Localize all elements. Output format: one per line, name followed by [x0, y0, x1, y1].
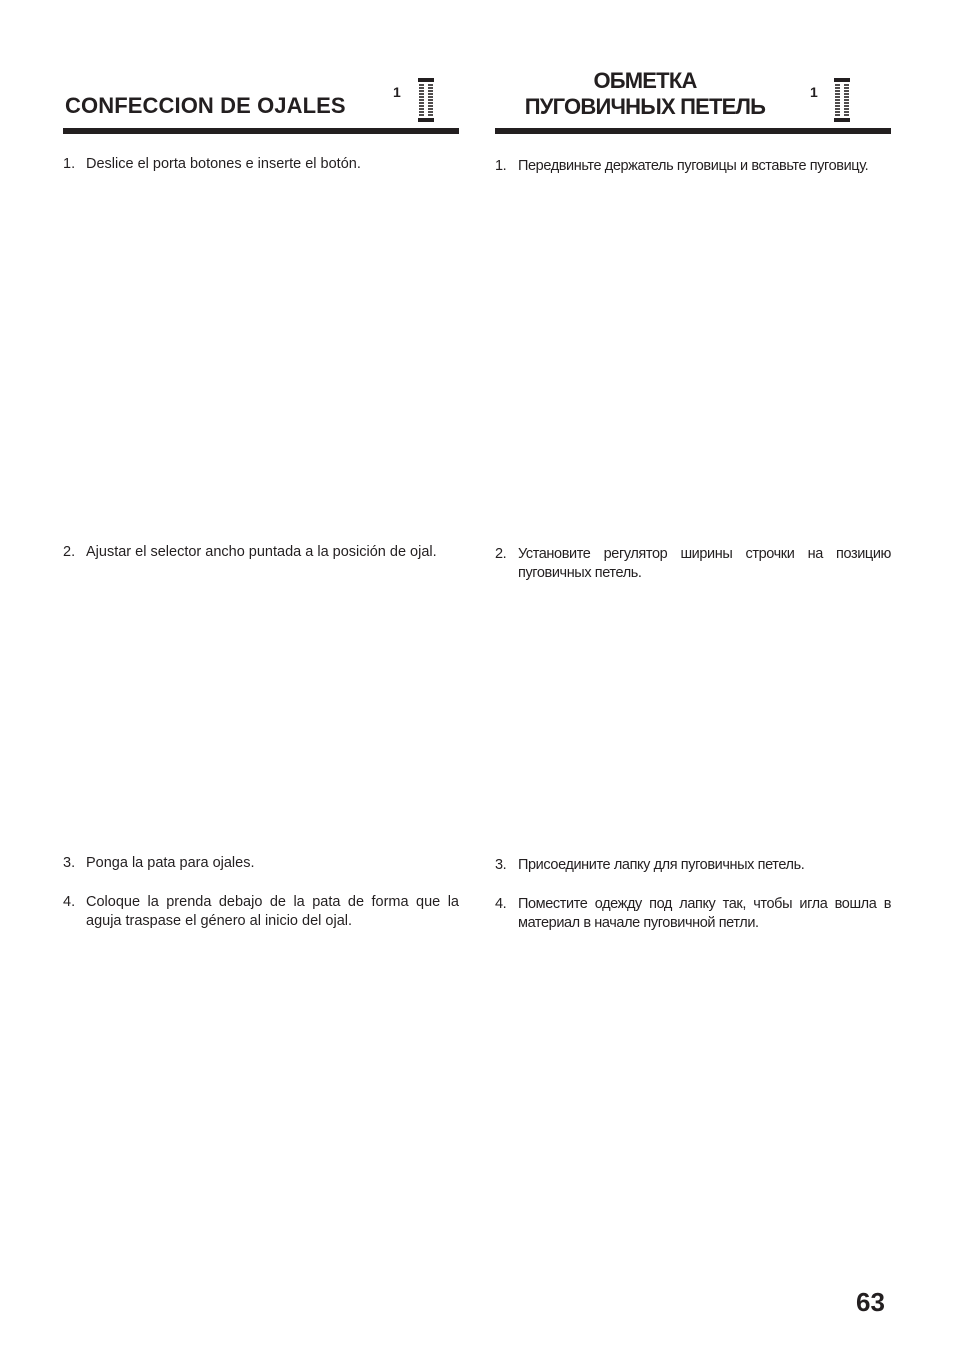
step-4 [495, 895, 891, 933]
step-2 [495, 545, 891, 583]
step-text: Передвиньте держатель пуговицы и вставьте пуговицу. [518, 158, 869, 174]
step-number: 2. [63, 544, 76, 560]
russian-column [495, 60, 891, 931]
section-title: CONFECCION DE OJALES [65, 93, 346, 118]
step-1 [495, 157, 891, 176]
step-text: Deslice el porta botones e inserte el botón. [86, 156, 361, 172]
step-text: Coloque la prenda debajo de la pata de forma que la aguja traspase el género al inicio del ojal. [86, 894, 459, 929]
step-text: Ajustar el selector ancho puntada a la posición de ojal. [86, 544, 437, 560]
step-text: Поместите одежду под лапку так, чтобы игла вошла в материал в начале пуговичной петли. [518, 896, 891, 931]
buttonhole-stitch-icon [833, 77, 851, 123]
step-2 [63, 543, 459, 562]
step-1 [63, 155, 459, 174]
step-4 [63, 893, 459, 931]
section-title-line-1: ОБМЕТКА [593, 68, 697, 93]
step-number: 3. [63, 855, 76, 871]
section-header [63, 60, 459, 134]
step-number: 1. [495, 158, 507, 174]
page-number: 63 [856, 1287, 885, 1317]
step-number: 4. [63, 894, 76, 910]
step-3 [495, 856, 891, 875]
section-title-line-2: ПУГОВИЧНЫХ ПЕТЕЛЬ [524, 94, 766, 119]
stitch-setting-number: 1 [393, 84, 401, 100]
stitch-setting-number: 1 [810, 84, 818, 100]
section-header [495, 60, 891, 134]
step-number: 3. [495, 857, 507, 873]
section-title [495, 68, 795, 120]
step-text: Установите регулятор ширины строчки на позицию пуговичных петель. [518, 546, 891, 581]
step-text: Присоедините лапку для пуговичных петель. [518, 857, 805, 873]
spanish-column [63, 60, 459, 929]
buttonhole-stitch-icon [417, 77, 435, 123]
step-number: 4. [495, 896, 507, 912]
step-3 [63, 854, 459, 873]
step-number: 1. [63, 156, 76, 172]
step-number: 2. [495, 546, 507, 562]
step-text: Ponga la pata para ojales. [86, 855, 255, 871]
